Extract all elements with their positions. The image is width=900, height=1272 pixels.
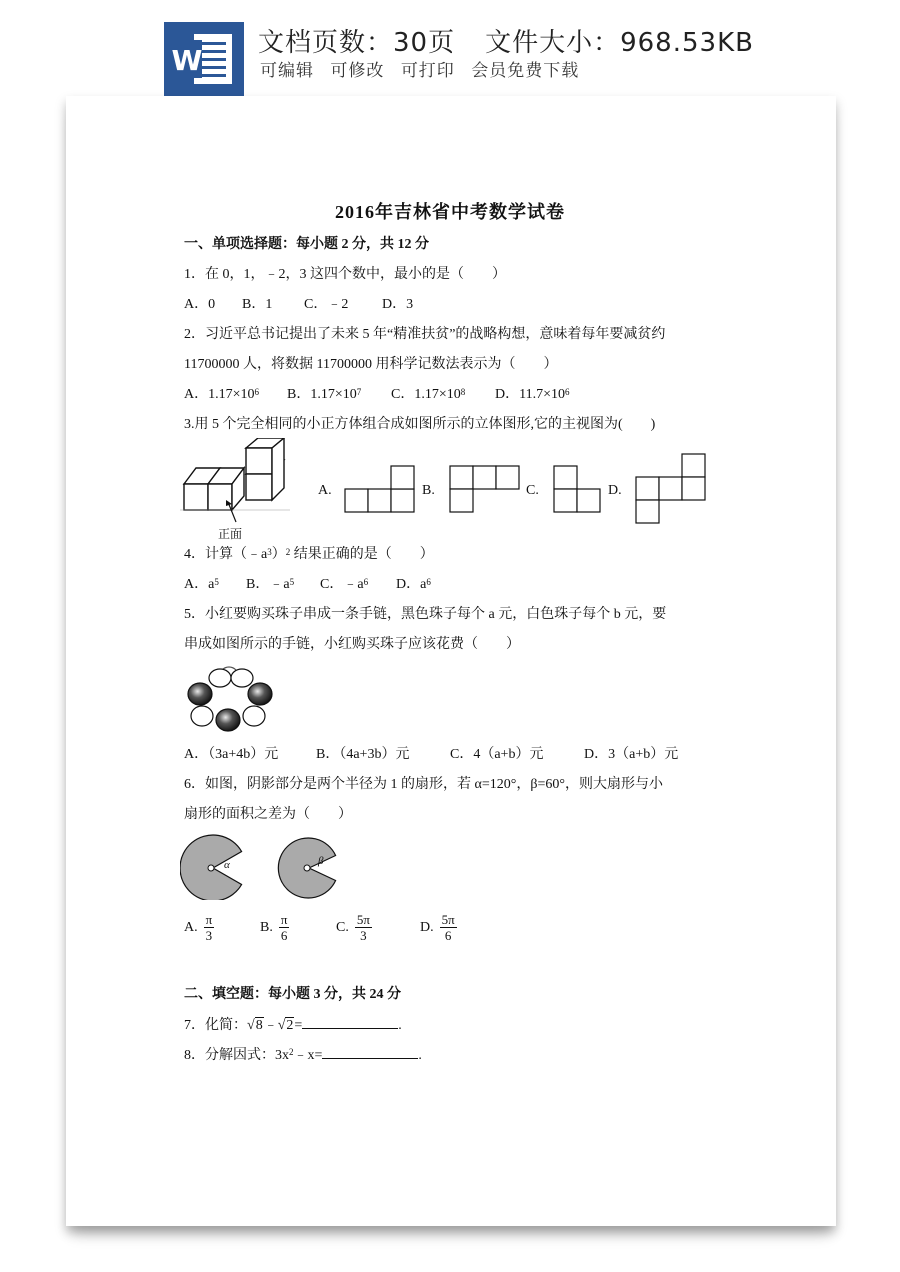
q3-option-a-label: A. bbox=[318, 483, 332, 498]
question-5-line-1: 5．小红要购买珠子串成一条手链，黑色珠子每个 a 元，白色珠子每个 b 元，要 bbox=[184, 607, 667, 622]
question-6-options bbox=[184, 910, 457, 946]
bead-bracelet-figure bbox=[182, 664, 276, 734]
option: C. $\frac{5\pi}{3}$ bbox=[336, 912, 370, 944]
cube-solid-figure bbox=[180, 438, 290, 542]
feature-modifiable: 可修改 bbox=[330, 61, 385, 81]
q3-option-b-label: B. bbox=[422, 483, 435, 498]
question-2-line-2: 11700000 人，将数据 11700000 用科学记数法表示为（ ） bbox=[184, 357, 558, 372]
question-1-options bbox=[184, 296, 413, 314]
option: B．$﹣a^5$ bbox=[246, 577, 295, 592]
svg-text:α: α bbox=[224, 859, 230, 871]
option: B．1 bbox=[242, 297, 273, 312]
feature-editable: 可编辑 bbox=[260, 61, 314, 81]
feature-list bbox=[260, 56, 589, 81]
svg-text:W: W bbox=[171, 44, 203, 77]
option: B．（4a+3b）元 bbox=[316, 747, 410, 762]
q3-option-c-figure bbox=[552, 464, 604, 514]
question-8: 8．分解因式：$3x^2﹣x=$ . bbox=[184, 1047, 422, 1063]
option: B. $\frac{\pi}{6}$ bbox=[260, 912, 288, 944]
q3-option-c-label: C. bbox=[526, 483, 539, 498]
answer-blank bbox=[322, 1046, 418, 1059]
page-count: 文档页数：30页 bbox=[258, 28, 456, 58]
question-7: 7．化简：√8﹣√2= . bbox=[184, 1018, 402, 1033]
option: C．$﹣a^6$ bbox=[320, 577, 369, 592]
option: D．3（a+b）元 bbox=[584, 747, 679, 762]
question-3: 3.用 5 个完全相同的小正方体组合成如图所示的立体图形,它的主视图为( ) bbox=[184, 417, 656, 432]
file-stats bbox=[258, 22, 754, 59]
word-document-icon bbox=[164, 22, 244, 96]
option: A．0 bbox=[184, 297, 216, 312]
svg-text:β: β bbox=[318, 855, 324, 867]
download-info-bar bbox=[0, 0, 900, 96]
section-1-heading: 一、单项选择题：每小题 2 分，共 12 分 bbox=[184, 237, 429, 252]
question-2-line-1: 2．习近平总书记提出了未来 5 年“精准扶贫”的战略构想，意味着每年要减贫约 bbox=[184, 327, 666, 342]
section-2-heading: 二、填空题：每小题 3 分，共 24 分 bbox=[184, 987, 401, 1002]
option: D．3 bbox=[382, 297, 414, 312]
svg-text:正面: 正面 bbox=[218, 527, 243, 541]
question-4: 4．计算$(﹣a^3)^2$ 结果正确的是（ ） bbox=[184, 547, 434, 562]
question-4-options bbox=[184, 576, 431, 594]
question-5-line-2: 串成如图所示的手链，小红购买珠子应该花费（ ） bbox=[184, 637, 520, 652]
feature-printable: 可打印 bbox=[400, 61, 455, 81]
question-5-options bbox=[184, 746, 678, 764]
q3-option-b-figure bbox=[448, 464, 522, 514]
option: A．（3a+4b）元 bbox=[184, 747, 279, 762]
feature-member-download: 会员免费下载 bbox=[471, 61, 580, 81]
q3-option-d-figure bbox=[632, 452, 708, 526]
question-2-options bbox=[184, 386, 570, 404]
q3-option-a-figure bbox=[344, 464, 416, 514]
sector-alpha-figure bbox=[180, 830, 250, 900]
option: C．$1.17\times 10^8$ bbox=[391, 387, 466, 402]
option: D．$a^6$ bbox=[396, 577, 431, 592]
question-6-line-2: 扇形的面积之差为（ ） bbox=[184, 807, 352, 822]
question-1: 1．在 0，1，﹣2，3 这四个数中，最小的是（ ） bbox=[184, 267, 506, 282]
option: A．$a^5$ bbox=[184, 577, 219, 592]
option: D. $\frac{5\pi}{6}$ bbox=[420, 912, 455, 944]
option: D．$11.7\times 10^6$ bbox=[495, 387, 570, 402]
option: A．$1.17\times 10^6$ bbox=[184, 387, 260, 402]
q3-option-d-label: D. bbox=[608, 483, 622, 498]
option: C．﹣2 bbox=[304, 297, 349, 312]
exam-title: 2016年吉林省中考数学试卷 bbox=[335, 202, 565, 222]
answer-blank bbox=[302, 1016, 398, 1029]
option: B．$1.17\times 10^7$ bbox=[287, 387, 362, 402]
sector-beta-figure bbox=[272, 830, 346, 900]
option: A. $\frac{\pi}{3}$ bbox=[184, 912, 213, 944]
question-6-line-1: 6．如图，阴影部分是两个半径为 1 的扇形，若 α=120°，β=60°，则大扇形与小 bbox=[184, 777, 663, 792]
option: C．4（a+b）元 bbox=[450, 747, 544, 762]
file-size: 文件大小：968.53KB bbox=[485, 28, 754, 58]
